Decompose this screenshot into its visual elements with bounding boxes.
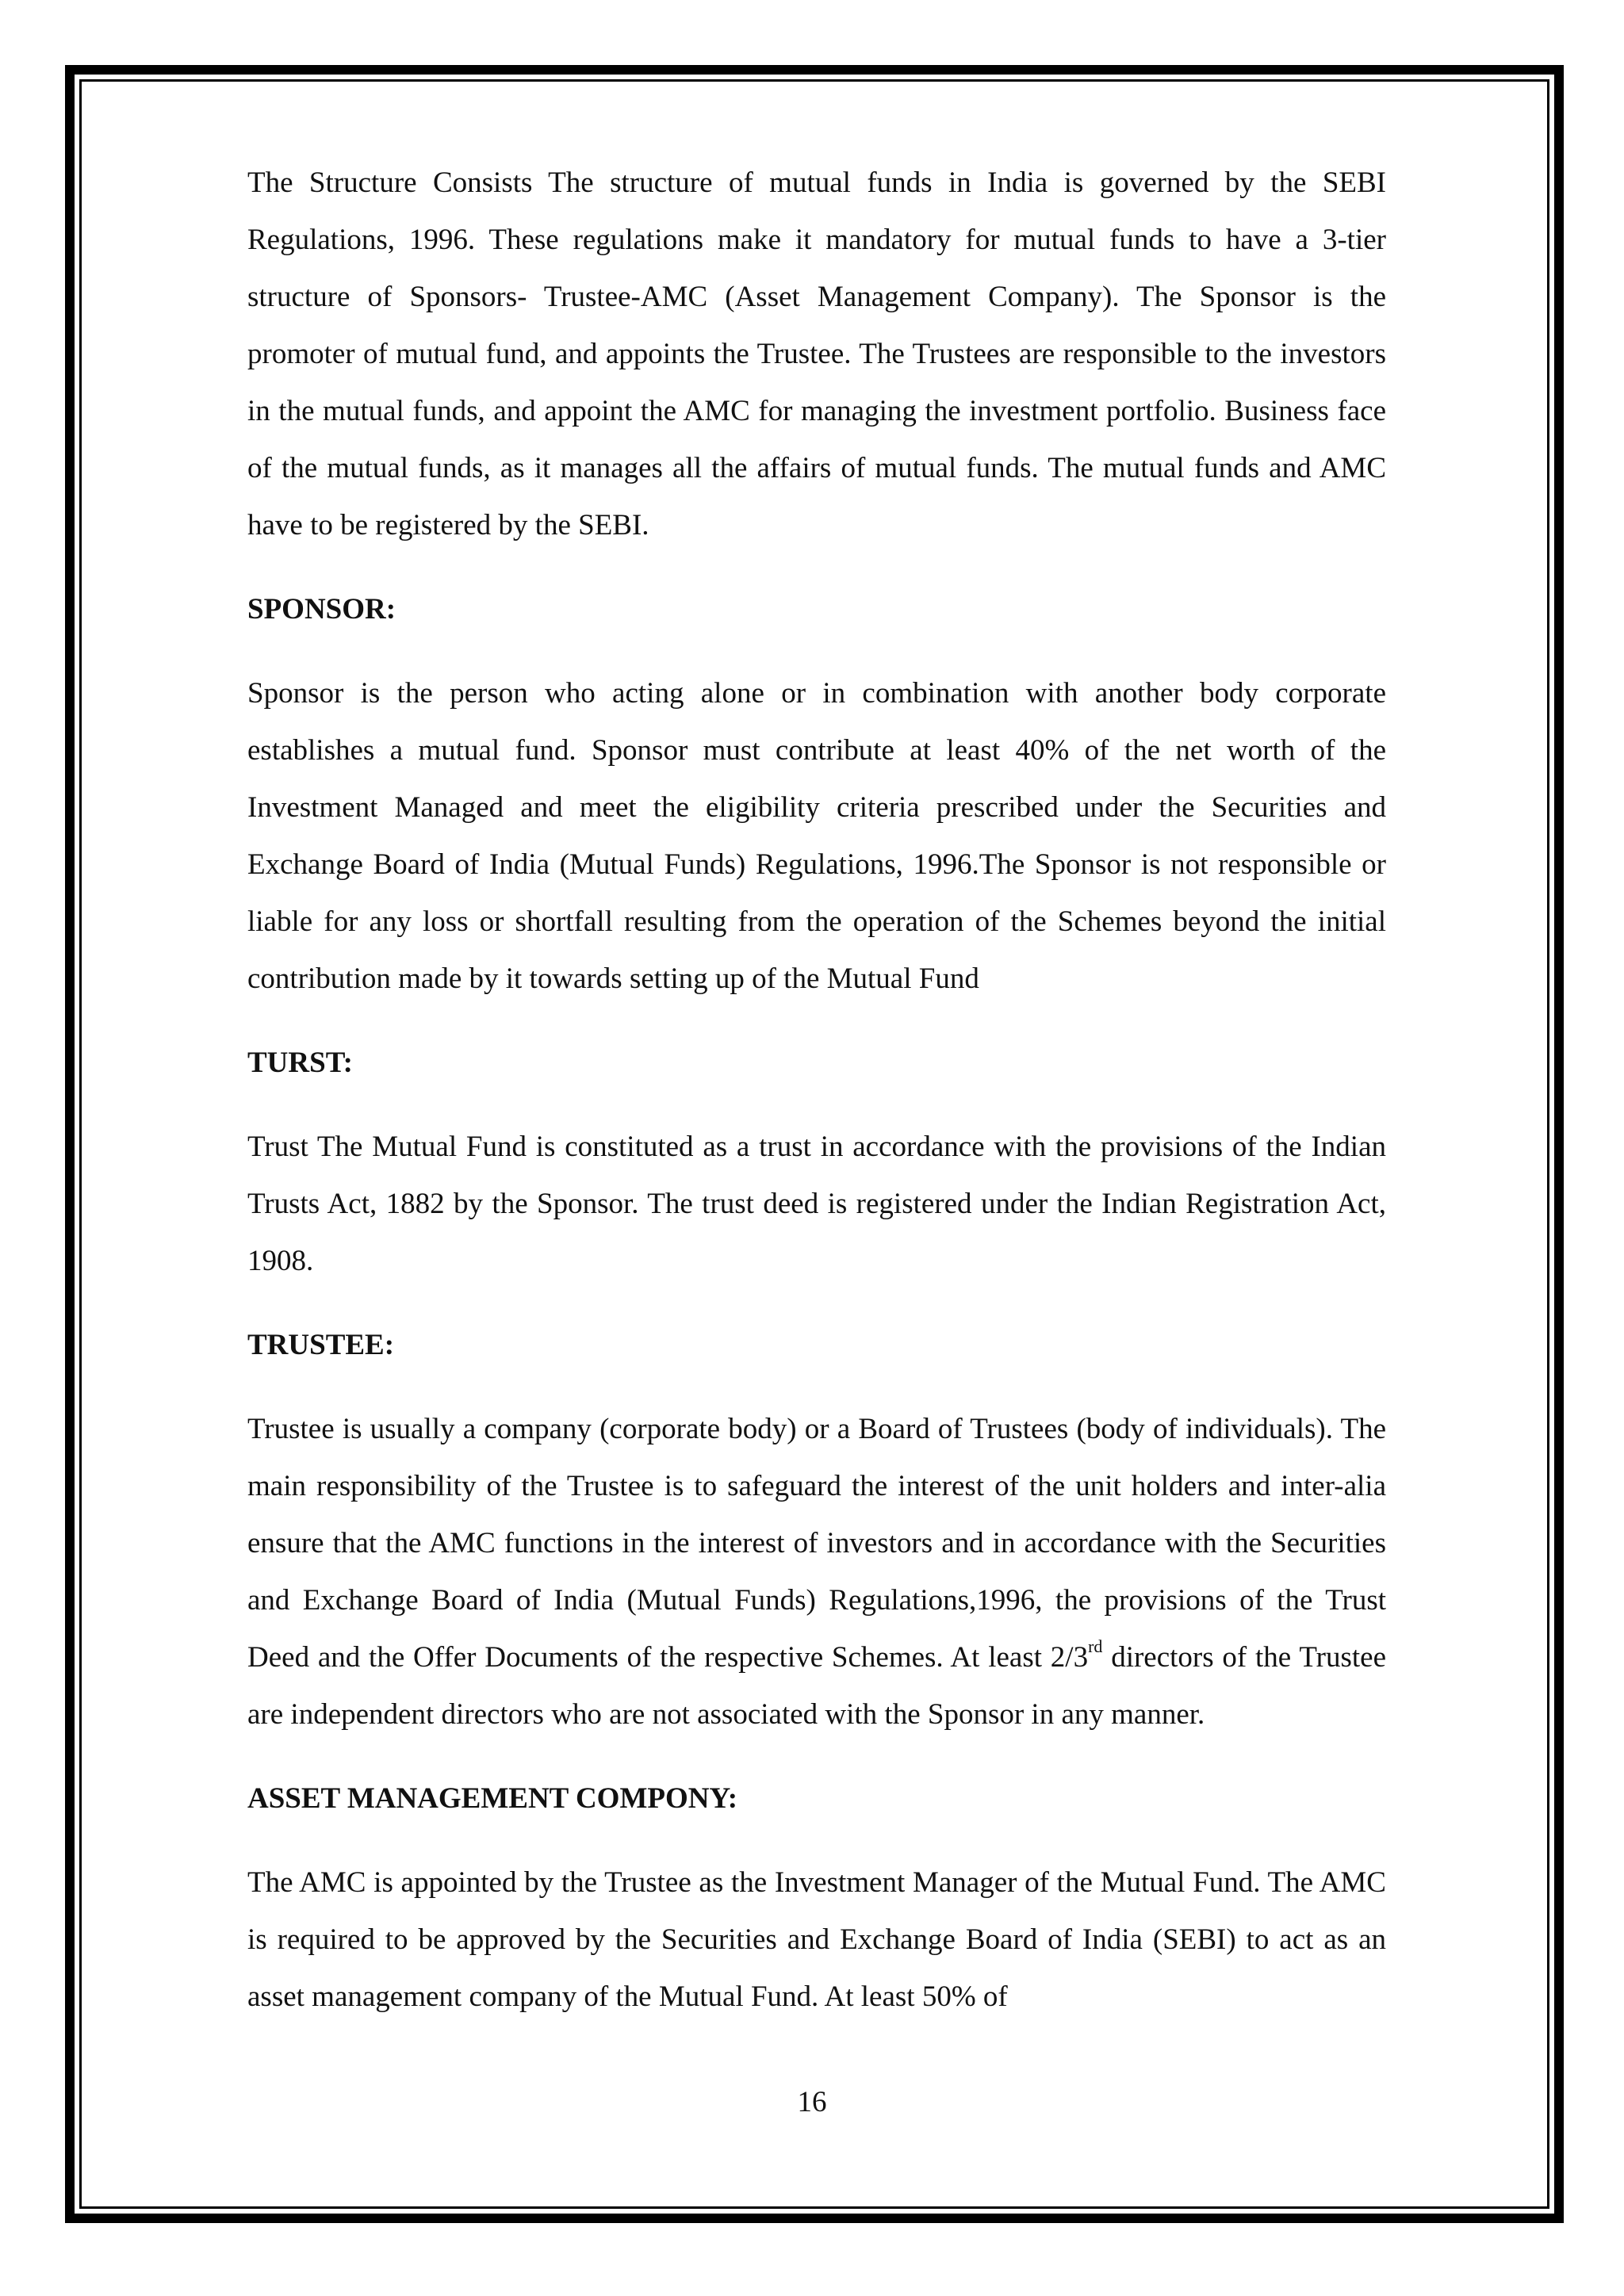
intro-paragraph: The Structure Consists The structure of mutual funds in India is governed by the SEBI Regulations, 1996. These regulations make it mandatory for mutual funds to have a 3-tier structure of Sponsors- Trustee-AMC (Asset Management Company). The Sponsor is the promoter of mutual fund, and appoints the Trustee. The Trustees are responsible to the investors in the mutual funds, and appoint the AMC for managing the investment portfolio. Business face of the mutual funds, as it manages all the affairs of mutual funds. The mutual funds and AMC have to be registered by the SEBI. [247, 166, 1386, 541]
sponsor-heading: SPONSOR: [247, 593, 396, 626]
trustee-paragraph [247, 1401, 1386, 1743]
amc-paragraph: The AMC is appointed by the Trustee as the Investment Manager of the Mutual Fund. The AMC is required to be approved by the Securities and Exchange Board of India (SEBI) to act as an asset management company of the Mutual Fund. At least 50% of [247, 1866, 1386, 2013]
trustee-heading: TRUSTEE: [247, 1329, 395, 1361]
trustee-paragraph-superscript: rd [1088, 1636, 1103, 1656]
trust-paragraph: Trust The Mutual Fund is constituted as a trust in accordance with the provisions of the Indian Trusts Act, 1882 by the Sponsor. The trust deed is registered under the Indian Registration Act, 1908. [247, 1131, 1386, 1277]
trustee-paragraph-part2: directors of the Trustee are independent directors who are not associated with the Sponsor in any manner. [247, 1641, 1386, 1731]
document-body [247, 155, 1386, 2053]
sponsor-paragraph: Sponsor is the person who acting alone or in combination with another body corporate establishes a mutual fund. Sponsor must contribute at least 40% of the net worth of the Investment Managed and meet the eligibility criteria prescribed under the Securities and Exchange Board of India (Mutual Funds) Regulations, 1996.The Sponsor is not responsible or liable for any loss or shortfall resulting from the operation of the Schemes beyond the initial contribution made by it towards setting up of the Mutual Fund [247, 677, 1386, 995]
trustee-paragraph-part1: Trustee is usually a company (corporate body) or a Board of Trustees (body of individuals). The main responsibility of the Trustee is to safeguard the interest of the unit holders and inter-alia ensure that the AMC functions in the interest of investors and in accordance with the Securities and Exchange Board of India (Mutual Funds) Regulations,1996, the provisions of the Trust Deed and the Offer Documents of the respective Schemes. At least 2/3 [247, 1413, 1386, 1674]
page-number: 16 [797, 2086, 827, 2118]
trust-heading: TURST: [247, 1047, 353, 1079]
amc-heading: ASSET MANAGEMENT COMPONY: [247, 1782, 738, 1815]
